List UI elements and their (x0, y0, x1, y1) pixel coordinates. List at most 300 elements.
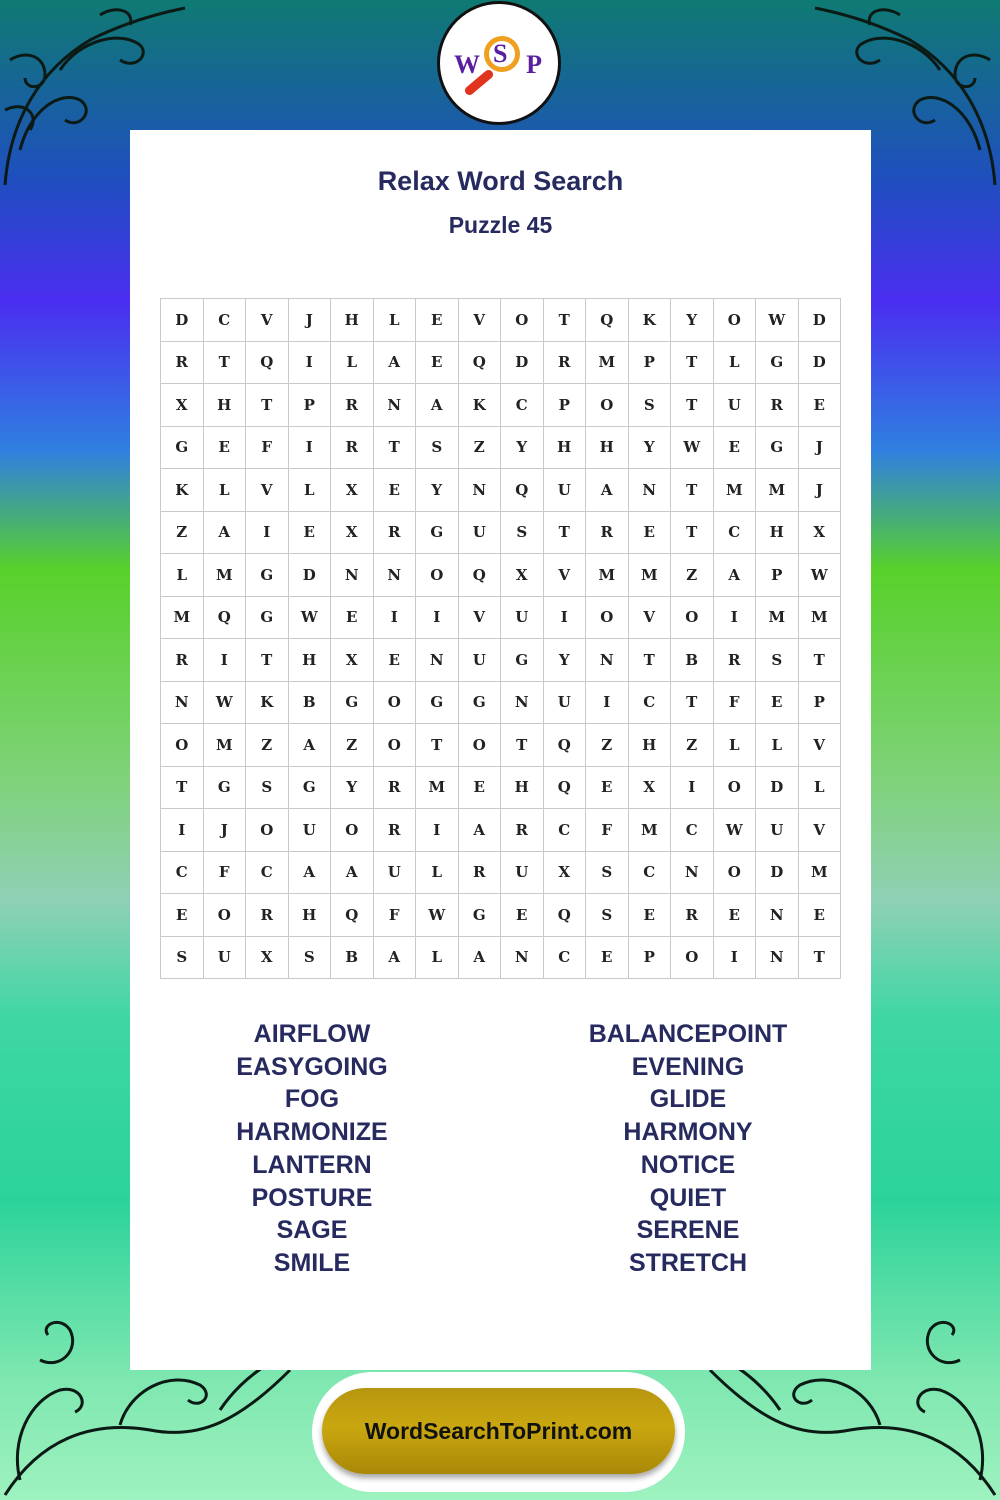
word-item: EASYGOING (236, 1052, 388, 1081)
grid-cell[interactable]: N (671, 852, 714, 895)
grid-cell[interactable]: F (246, 427, 289, 470)
grid-cell[interactable]: A (289, 852, 332, 895)
grid-cell[interactable]: M (714, 469, 757, 512)
grid-cell[interactable]: S (416, 427, 459, 470)
grid-cell[interactable]: I (416, 597, 459, 640)
wsp-logo[interactable] (437, 1, 561, 125)
grid-cell[interactable]: K (629, 299, 672, 342)
grid-cell[interactable]: E (714, 894, 757, 937)
grid-cell[interactable]: V (459, 597, 502, 640)
grid-cell[interactable]: U (501, 852, 544, 895)
puzzle-number: Puzzle 45 (448, 212, 553, 238)
grid-cell[interactable]: W (416, 894, 459, 937)
grid-row (161, 937, 841, 980)
grid-cell[interactable]: P (289, 384, 332, 427)
grid-cell[interactable]: H (289, 894, 332, 937)
grid-cell[interactable]: Q (331, 894, 374, 937)
grid-cell[interactable]: Z (671, 554, 714, 597)
word-item: NOTICE (640, 1150, 736, 1179)
grid-cell[interactable]: R (374, 809, 417, 852)
grid-cell[interactable]: O (246, 809, 289, 852)
grid-cell[interactable]: M (204, 724, 247, 767)
grid-cell[interactable]: M (204, 554, 247, 597)
grid-cell[interactable]: H (544, 427, 587, 470)
grid-cell[interactable]: I (586, 682, 629, 725)
grid-cell[interactable]: J (204, 809, 247, 852)
grid-cell[interactable]: X (161, 384, 204, 427)
grid-cell[interactable]: Q (501, 469, 544, 512)
grid-cell[interactable]: S (161, 937, 204, 980)
grid-cell[interactable]: G (246, 597, 289, 640)
grid-cell[interactable]: V (629, 597, 672, 640)
grid-cell[interactable]: Q (204, 597, 247, 640)
grid-cell[interactable]: V (246, 299, 289, 342)
grid-cell[interactable]: N (416, 639, 459, 682)
grid-cell[interactable]: G (501, 639, 544, 682)
grid-cell[interactable]: E (204, 427, 247, 470)
grid-cell[interactable]: D (799, 299, 842, 342)
grid-cell[interactable]: E (501, 894, 544, 937)
word-item: HARMONIZE (236, 1118, 388, 1147)
grid-cell[interactable]: D (501, 342, 544, 385)
grid-cell[interactable]: C (714, 512, 757, 555)
grid-cell[interactable]: G (756, 427, 799, 470)
grid-cell[interactable]: W (671, 427, 714, 470)
grid-cell[interactable]: G (756, 342, 799, 385)
word-item: SMILE (273, 1248, 351, 1277)
grid-cell[interactable]: T (374, 427, 417, 470)
grid-cell[interactable]: T (501, 724, 544, 767)
logo-letter-s: S (493, 39, 508, 68)
website-banner (312, 1372, 685, 1492)
grid-cell[interactable]: V (459, 299, 502, 342)
grid-cell[interactable]: H (501, 767, 544, 810)
grid-cell[interactable]: T (671, 384, 714, 427)
grid-cell[interactable]: V (799, 724, 842, 767)
grid-cell[interactable]: M (586, 554, 629, 597)
grid-cell[interactable]: Y (671, 299, 714, 342)
grid-cell[interactable]: Z (246, 724, 289, 767)
grid-cell[interactable]: I (416, 809, 459, 852)
grid-row (161, 512, 841, 555)
grid-cell[interactable]: G (289, 767, 332, 810)
grid-cell[interactable]: X (331, 639, 374, 682)
grid-row (161, 427, 841, 470)
grid-cell[interactable]: T (799, 639, 842, 682)
grid-cell[interactable]: L (416, 852, 459, 895)
grid-row (161, 682, 841, 725)
grid-cell[interactable]: T (246, 639, 289, 682)
grid-cell[interactable]: N (756, 937, 799, 980)
grid-cell[interactable]: T (544, 512, 587, 555)
grid-cell[interactable]: N (374, 554, 417, 597)
grid-cell[interactable]: D (799, 342, 842, 385)
grid-cell[interactable]: U (544, 682, 587, 725)
grid-cell[interactable]: P (544, 384, 587, 427)
grid-cell[interactable]: X (544, 852, 587, 895)
grid-cell[interactable]: O (416, 554, 459, 597)
grid-cell[interactable]: O (671, 937, 714, 980)
grid-cell[interactable]: O (161, 724, 204, 767)
grid-cell[interactable]: S (629, 384, 672, 427)
grid-cell[interactable]: Y (416, 469, 459, 512)
word-item: SERENE (636, 1216, 740, 1245)
grid-cell[interactable]: P (799, 682, 842, 725)
grid-cell[interactable]: Q (586, 299, 629, 342)
grid-cell[interactable]: T (671, 512, 714, 555)
puzzle-title: Relax Word Search (377, 166, 624, 196)
logo-letter-w: W (454, 50, 480, 79)
grid-cell[interactable]: T (204, 342, 247, 385)
grid-cell[interactable]: O (671, 597, 714, 640)
grid-row (161, 639, 841, 682)
puzzle-card (130, 130, 871, 1370)
grid-cell[interactable]: C (204, 299, 247, 342)
grid-cell[interactable]: O (586, 597, 629, 640)
grid-cell[interactable]: G (459, 894, 502, 937)
grid-row (161, 852, 841, 895)
grid-row (161, 894, 841, 937)
grid-cell[interactable]: F (586, 809, 629, 852)
grid-cell[interactable]: I (161, 809, 204, 852)
grid-cell[interactable]: V (799, 809, 842, 852)
grid-cell[interactable]: O (374, 682, 417, 725)
grid-cell[interactable]: Z (671, 724, 714, 767)
word-item: QUIET (649, 1183, 727, 1212)
grid-cell[interactable]: J (799, 469, 842, 512)
grid-cell[interactable]: H (204, 384, 247, 427)
grid-cell[interactable]: W (204, 682, 247, 725)
grid-cell[interactable]: R (331, 427, 374, 470)
grid-cell[interactable]: X (331, 469, 374, 512)
grid-cell[interactable]: Q (246, 342, 289, 385)
grid-cell[interactable]: K (459, 384, 502, 427)
grid-cell[interactable]: I (714, 937, 757, 980)
grid-cell[interactable]: Y (501, 427, 544, 470)
grid-cell[interactable]: Z (459, 427, 502, 470)
grid-cell[interactable]: G (459, 682, 502, 725)
grid-cell[interactable]: L (416, 937, 459, 980)
grid-cell[interactable]: O (374, 724, 417, 767)
grid-cell[interactable]: N (756, 894, 799, 937)
grid-cell[interactable]: R (544, 342, 587, 385)
grid-cell[interactable]: U (714, 384, 757, 427)
grid-cell[interactable]: H (586, 427, 629, 470)
grid-cell[interactable]: B (289, 682, 332, 725)
grid-cell[interactable]: E (374, 639, 417, 682)
word-list-right (570, 1018, 806, 1280)
grid-cell[interactable]: W (714, 809, 757, 852)
grid-cell[interactable]: L (714, 342, 757, 385)
grid-cell[interactable]: A (714, 554, 757, 597)
grid-cell[interactable]: U (204, 937, 247, 980)
grid-cell[interactable]: O (586, 384, 629, 427)
grid-row (161, 809, 841, 852)
grid-cell[interactable]: D (161, 299, 204, 342)
grid-cell[interactable]: E (289, 512, 332, 555)
grid-cell[interactable]: F (204, 852, 247, 895)
grid-cell[interactable]: R (459, 852, 502, 895)
grid-cell[interactable]: C (544, 809, 587, 852)
grid-cell[interactable]: T (544, 299, 587, 342)
grid-cell[interactable]: P (756, 554, 799, 597)
grid-row (161, 767, 841, 810)
grid-cell[interactable]: I (714, 597, 757, 640)
word-list-left (212, 1018, 412, 1280)
grid-cell[interactable]: L (374, 299, 417, 342)
grid-cell[interactable]: Y (331, 767, 374, 810)
grid-cell[interactable]: L (331, 342, 374, 385)
grid-cell[interactable]: N (586, 639, 629, 682)
grid-cell[interactable]: N (629, 469, 672, 512)
word-item: AIRFLOW (253, 1020, 371, 1048)
grid-cell[interactable]: L (161, 554, 204, 597)
grid-cell[interactable]: H (331, 299, 374, 342)
grid-cell[interactable]: A (204, 512, 247, 555)
grid-cell[interactable]: T (799, 937, 842, 980)
grid-cell[interactable]: I (289, 427, 332, 470)
grid-row (161, 554, 841, 597)
grid-cell[interactable]: A (416, 384, 459, 427)
grid-cell[interactable]: E (629, 512, 672, 555)
grid-cell[interactable]: D (756, 767, 799, 810)
grid-cell[interactable]: I (374, 597, 417, 640)
grid-cell[interactable]: E (586, 937, 629, 980)
grid-cell[interactable]: C (629, 852, 672, 895)
grid-cell[interactable]: T (629, 639, 672, 682)
grid-cell[interactable]: X (246, 937, 289, 980)
grid-cell[interactable]: N (331, 554, 374, 597)
word-item: SAGE (276, 1216, 348, 1245)
grid-cell[interactable]: E (586, 767, 629, 810)
grid-cell[interactable]: A (374, 937, 417, 980)
grid-cell[interactable]: U (459, 639, 502, 682)
grid-cell[interactable]: A (459, 809, 502, 852)
grid-cell[interactable]: E (416, 299, 459, 342)
grid-row (161, 724, 841, 767)
grid-cell[interactable]: O (501, 299, 544, 342)
grid-cell[interactable]: H (629, 724, 672, 767)
grid-cell[interactable]: R (671, 894, 714, 937)
grid-cell[interactable]: E (374, 469, 417, 512)
grid-cell[interactable]: G (204, 767, 247, 810)
grid-cell[interactable]: F (714, 682, 757, 725)
grid-cell[interactable]: D (289, 554, 332, 597)
grid-cell[interactable]: C (629, 682, 672, 725)
grid-cell[interactable]: M (416, 767, 459, 810)
grid-cell[interactable]: M (756, 469, 799, 512)
grid-cell[interactable]: K (246, 682, 289, 725)
grid-cell[interactable]: Y (629, 427, 672, 470)
grid-cell[interactable]: R (374, 512, 417, 555)
grid-cell[interactable]: T (671, 342, 714, 385)
grid-cell[interactable]: L (756, 724, 799, 767)
grid-cell[interactable]: I (671, 767, 714, 810)
grid-cell[interactable]: R (501, 809, 544, 852)
grid-cell[interactable]: R (756, 384, 799, 427)
grid-cell[interactable]: E (459, 767, 502, 810)
word-item: BALANCEPOINT (588, 1020, 788, 1048)
grid-cell[interactable]: H (289, 639, 332, 682)
grid-cell[interactable]: C (501, 384, 544, 427)
grid-cell[interactable]: H (756, 512, 799, 555)
word-item: HARMONY (623, 1118, 753, 1147)
grid-cell[interactable]: R (161, 342, 204, 385)
grid-cell[interactable]: E (799, 384, 842, 427)
grid-cell[interactable]: P (629, 937, 672, 980)
grid-cell[interactable]: G (246, 554, 289, 597)
word-item: POSTURE (251, 1183, 373, 1212)
grid-cell[interactable]: E (416, 342, 459, 385)
grid-cell[interactable]: N (374, 384, 417, 427)
grid-cell[interactable]: Q (544, 767, 587, 810)
grid-cell[interactable]: W (799, 554, 842, 597)
grid-cell[interactable]: S (246, 767, 289, 810)
grid-cell[interactable]: J (799, 427, 842, 470)
grid-cell[interactable]: N (161, 682, 204, 725)
grid-cell[interactable]: N (501, 682, 544, 725)
grid-cell[interactable]: L (799, 767, 842, 810)
grid-cell[interactable]: M (161, 597, 204, 640)
grid-cell[interactable]: T (246, 384, 289, 427)
grid-row (161, 384, 841, 427)
grid-cell[interactable]: S (289, 937, 332, 980)
grid-cell[interactable]: G (416, 512, 459, 555)
grid-row (161, 597, 841, 640)
grid-cell[interactable]: S (586, 894, 629, 937)
grid-cell[interactable]: I (289, 342, 332, 385)
grid-row (161, 469, 841, 512)
grid-cell[interactable]: W (756, 299, 799, 342)
grid-cell[interactable]: R (714, 639, 757, 682)
grid-cell[interactable]: U (544, 469, 587, 512)
grid-cell[interactable]: T (161, 767, 204, 810)
grid-cell[interactable]: E (756, 682, 799, 725)
grid-cell[interactable]: K (161, 469, 204, 512)
word-item: STRETCH (628, 1248, 748, 1277)
grid-cell[interactable]: M (756, 597, 799, 640)
grid-cell[interactable]: A (331, 852, 374, 895)
grid-cell[interactable]: N (459, 469, 502, 512)
grid-cell[interactable]: P (629, 342, 672, 385)
grid-cell[interactable]: N (501, 937, 544, 980)
grid-cell[interactable]: M (799, 852, 842, 895)
grid-cell[interactable]: M (586, 342, 629, 385)
grid-cell[interactable]: R (331, 384, 374, 427)
grid-cell[interactable]: G (331, 682, 374, 725)
grid-cell[interactable]: X (501, 554, 544, 597)
grid-cell[interactable]: T (671, 469, 714, 512)
grid-cell[interactable]: U (459, 512, 502, 555)
grid-cell[interactable]: C (544, 937, 587, 980)
grid-cell[interactable]: A (374, 342, 417, 385)
grid-cell[interactable]: A (289, 724, 332, 767)
word-item: EVENING (631, 1052, 745, 1081)
grid-cell[interactable]: G (161, 427, 204, 470)
word-item: FOG (284, 1085, 340, 1114)
grid-cell[interactable]: L (204, 469, 247, 512)
grid-cell[interactable]: Z (586, 724, 629, 767)
grid-cell[interactable]: E (331, 597, 374, 640)
grid-cell[interactable]: I (544, 597, 587, 640)
grid-cell[interactable]: S (586, 852, 629, 895)
grid-cell[interactable]: A (459, 937, 502, 980)
grid-cell[interactable]: J (289, 299, 332, 342)
grid-cell[interactable]: R (161, 639, 204, 682)
grid-cell[interactable]: S (501, 512, 544, 555)
grid-cell[interactable]: A (586, 469, 629, 512)
grid-cell[interactable]: R (246, 894, 289, 937)
grid-cell[interactable]: Q (459, 342, 502, 385)
grid-cell[interactable]: B (671, 639, 714, 682)
grid-cell[interactable]: C (246, 852, 289, 895)
grid-cell[interactable]: E (714, 427, 757, 470)
word-item: GLIDE (649, 1085, 727, 1114)
grid-cell[interactable]: U (374, 852, 417, 895)
grid-cell[interactable]: Y (544, 639, 587, 682)
grid-cell[interactable]: Q (459, 554, 502, 597)
grid-cell[interactable]: O (331, 809, 374, 852)
grid-cell[interactable]: T (671, 682, 714, 725)
grid-cell[interactable]: R (374, 767, 417, 810)
grid-cell[interactable]: O (459, 724, 502, 767)
grid-cell[interactable]: D (756, 852, 799, 895)
grid-cell[interactable]: G (416, 682, 459, 725)
grid-cell[interactable]: O (714, 852, 757, 895)
grid-cell[interactable]: L (714, 724, 757, 767)
grid-cell[interactable]: E (799, 894, 842, 937)
grid-cell[interactable]: O (204, 894, 247, 937)
grid-cell[interactable]: M (629, 554, 672, 597)
grid-cell[interactable]: Z (161, 512, 204, 555)
grid-cell[interactable]: B (331, 937, 374, 980)
grid-cell[interactable]: L (289, 469, 332, 512)
grid-cell[interactable]: U (501, 597, 544, 640)
grid-cell[interactable]: X (331, 512, 374, 555)
word-item: LANTERN (252, 1150, 372, 1179)
grid-cell[interactable]: C (161, 852, 204, 895)
grid-cell[interactable]: E (629, 894, 672, 937)
grid-cell[interactable]: F (374, 894, 417, 937)
grid-cell[interactable]: X (629, 767, 672, 810)
logo-letter-p: P (526, 50, 542, 79)
grid-cell[interactable]: Z (331, 724, 374, 767)
grid-cell[interactable]: Q (544, 894, 587, 937)
grid-cell[interactable]: V (544, 554, 587, 597)
grid-cell[interactable]: M (799, 597, 842, 640)
grid-row (161, 342, 841, 385)
grid-cell[interactable]: S (756, 639, 799, 682)
grid-cell[interactable]: U (289, 809, 332, 852)
grid-cell[interactable]: T (416, 724, 459, 767)
grid-cell[interactable]: I (246, 512, 289, 555)
grid-cell[interactable]: M (629, 809, 672, 852)
grid-cell[interactable]: C (671, 809, 714, 852)
website-link[interactable]: WordSearchToPrint.com (322, 1388, 675, 1474)
grid-cell[interactable]: E (161, 894, 204, 937)
letter-grid (160, 298, 841, 979)
grid-cell[interactable]: V (246, 469, 289, 512)
grid-row (161, 299, 841, 342)
grid-cell[interactable]: X (799, 512, 842, 555)
grid-cell[interactable]: W (289, 597, 332, 640)
grid-cell[interactable]: O (714, 767, 757, 810)
grid-cell[interactable]: I (204, 639, 247, 682)
grid-cell[interactable]: O (714, 299, 757, 342)
grid-cell[interactable]: Q (544, 724, 587, 767)
grid-cell[interactable]: U (756, 809, 799, 852)
grid-cell[interactable]: R (586, 512, 629, 555)
